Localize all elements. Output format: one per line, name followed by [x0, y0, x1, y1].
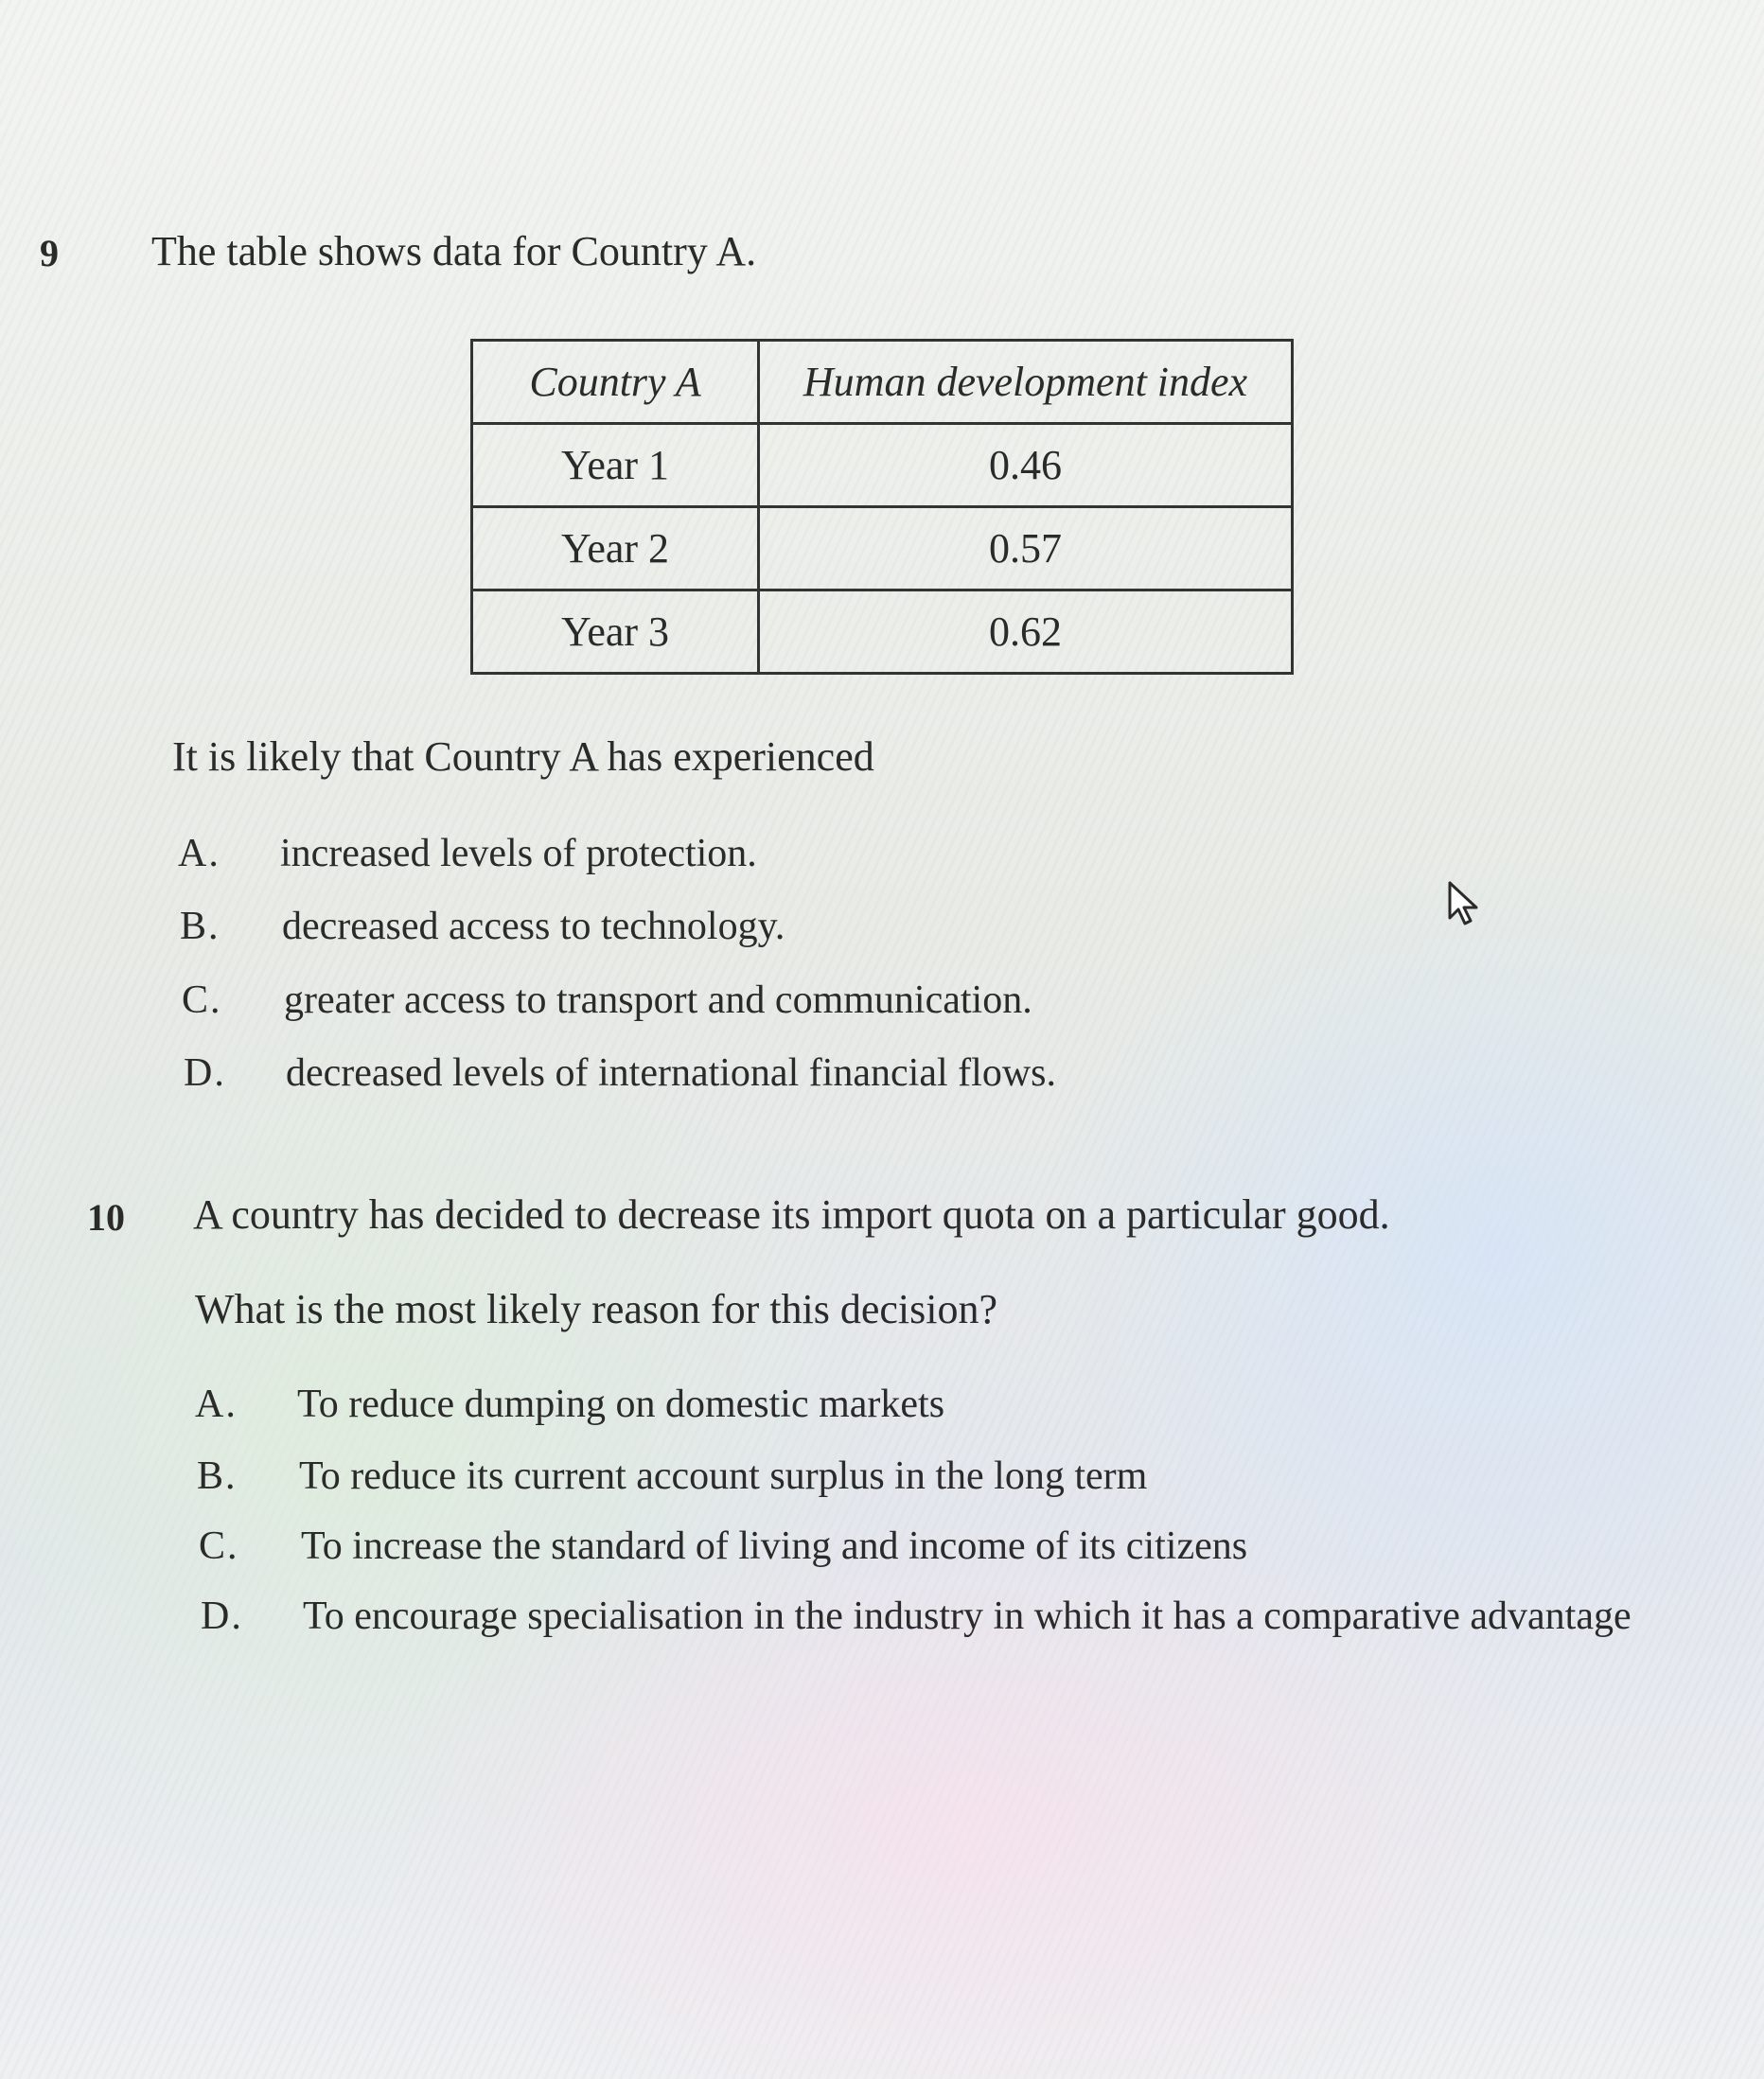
question-10-option-b[interactable] [197, 1454, 1147, 1499]
table-header-cell: Human development index [759, 341, 1293, 424]
option-label: B. [197, 1454, 238, 1498]
option-text: To encourage specialisation in the industry in which it has a comparative advantage [303, 1594, 1632, 1638]
option-text: To reduce its current account surplus in the long term [299, 1454, 1148, 1498]
table-cell: 0.57 [759, 507, 1293, 590]
option-label: C. [182, 978, 222, 1022]
option-label: B. [180, 905, 220, 948]
table-row [472, 507, 1293, 590]
question-9-stem: The table shows data for Country A. [151, 228, 757, 274]
question-10-stem: A country has decided to decrease its import quota on a particular good. [193, 1191, 1390, 1238]
question-10-number: 10 [87, 1196, 125, 1239]
question-10-option-a[interactable] [195, 1382, 944, 1427]
option-label: D. [201, 1594, 243, 1638]
option-text: greater access to transport and communication. [284, 978, 1032, 1022]
table-cell: Year 3 [472, 590, 759, 674]
option-label: A. [178, 832, 220, 875]
question-9-option-b[interactable] [180, 904, 785, 949]
question-10-option-d[interactable] [201, 1594, 1632, 1639]
option-label: A. [195, 1383, 238, 1426]
question-10-question: What is the most likely reason for this decision? [195, 1286, 998, 1332]
mouse-pointer-icon [1446, 880, 1484, 927]
question-9-option-a[interactable] [178, 831, 757, 876]
option-text: decreased levels of international financial flows. [286, 1051, 1056, 1095]
table-row [472, 590, 1293, 674]
question-9-lead: It is likely that Country A has experienced [172, 733, 874, 780]
question-9-option-d[interactable] [184, 1050, 1056, 1096]
question-10-option-c[interactable] [199, 1524, 1247, 1569]
option-text: To increase the standard of living and income of its citizens [301, 1524, 1248, 1568]
table-cell: Year 1 [472, 424, 759, 507]
option-label: D. [184, 1051, 226, 1095]
table-header-cell: Country A [472, 341, 759, 424]
question-9-option-c[interactable] [182, 978, 1032, 1023]
table-cell: 0.62 [759, 590, 1293, 674]
table-header-row [472, 341, 1293, 424]
question-9-number: 9 [40, 232, 59, 274]
option-text: increased levels of protection. [280, 832, 757, 875]
option-text: To reduce dumping on domestic markets [297, 1383, 945, 1426]
table-row [472, 424, 1293, 507]
option-text: decreased access to technology. [282, 905, 785, 948]
hdi-table [470, 339, 1294, 675]
option-label: C. [199, 1524, 239, 1568]
table-cell: Year 2 [472, 507, 759, 590]
table-cell: 0.46 [759, 424, 1293, 507]
